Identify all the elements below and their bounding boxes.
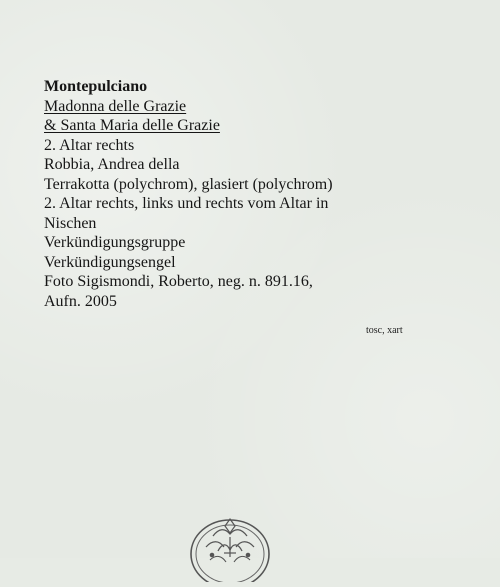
location-title: Montepulciano [44, 78, 148, 95]
material-description: Terrakotta (polychrom), glasiert (polychrom) [44, 175, 333, 193]
subject-group: Verkündigungsgruppe [44, 234, 186, 251]
photo-credit: Foto Sigismondi, Roberto, neg. n. 891.16, [44, 273, 313, 290]
church-name-line-2: & Santa Maria delle Grazie [44, 117, 220, 134]
placement-description-line-1: 2. Altar rechts, links und rechts vom Altar in [44, 195, 329, 212]
church-name-line-1: Madonna delle Grazie [44, 97, 187, 115]
placement-description-line-2: Nischen [44, 214, 97, 232]
altar-location: 2. Altar rechts [44, 136, 135, 154]
catalog-code: tosc, xart [366, 325, 403, 336]
catalog-text-block [44, 77, 464, 311]
subject-detail: Verkündigungsengel [44, 253, 176, 271]
photo-date: Aufn. 2005 [44, 292, 117, 310]
institution-seal-icon [186, 512, 274, 582]
artist-name: Robbia, Andrea della [44, 156, 180, 173]
